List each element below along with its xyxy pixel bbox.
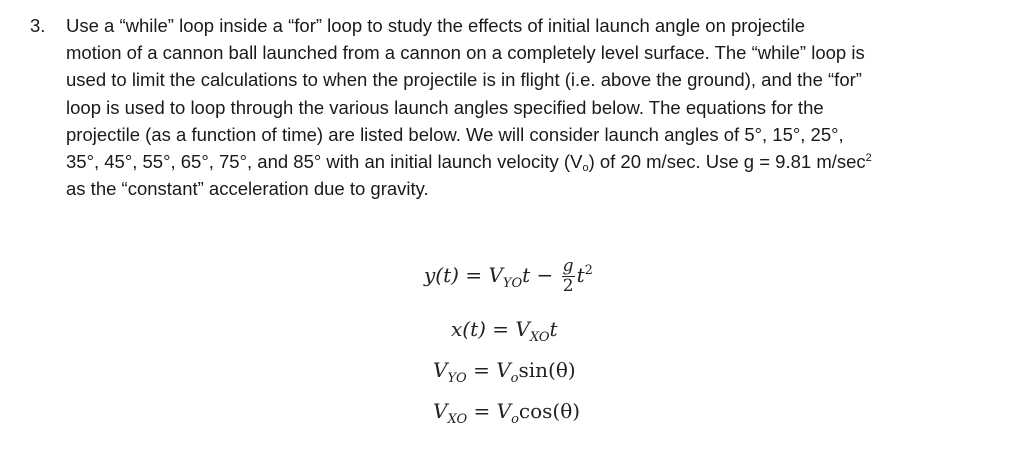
eq-velocity-subscript: XO bbox=[529, 330, 550, 345]
minus-sign: − bbox=[536, 263, 554, 287]
equals-sign: = bbox=[473, 399, 491, 423]
eq-velocity-subscript: YO bbox=[502, 276, 523, 291]
equals-sign: = bbox=[492, 317, 510, 341]
v0-subscript: o bbox=[582, 162, 589, 175]
eq-velocity-symbol: V bbox=[496, 358, 511, 382]
sec-squared-superscript: 2 bbox=[865, 152, 872, 165]
problem-number: 3. bbox=[30, 15, 46, 36]
fraction-numerator: g bbox=[562, 256, 574, 276]
equation-y-of-t bbox=[424, 258, 593, 295]
eq-lhs-subscript: YO bbox=[447, 371, 467, 386]
eq-lhs: x(t) bbox=[451, 317, 486, 341]
equation-x-of-t bbox=[451, 317, 558, 345]
eq-time: t bbox=[549, 317, 558, 341]
eq-lhs: V bbox=[433, 358, 448, 382]
eq-time-squared: t bbox=[576, 263, 585, 287]
eq-velocity-subscript: o bbox=[510, 371, 519, 386]
eq-lhs-subscript: XO bbox=[447, 412, 468, 427]
problem-body-end: as the “constant” acceleration due to gravity. bbox=[66, 178, 429, 200]
eq-lhs: V bbox=[433, 399, 448, 423]
eq-velocity-subscript: o bbox=[511, 412, 519, 427]
fraction-g-over-2 bbox=[562, 258, 575, 295]
equals-sign: = bbox=[473, 358, 490, 382]
eq-cosine: cos(θ) bbox=[518, 399, 581, 423]
eq-exponent: 2 bbox=[584, 263, 593, 278]
problem-body-continued: ) of 20 m/sec. Use g = 9.81 m/sec bbox=[588, 151, 866, 173]
eq-time: t bbox=[522, 263, 531, 287]
equals-sign: = bbox=[465, 263, 483, 287]
eq-velocity-symbol: V bbox=[488, 263, 503, 287]
fraction-denominator: 2 bbox=[562, 276, 574, 296]
eq-velocity-symbol: V bbox=[496, 399, 512, 423]
problem-body: Use a “while” loop inside a “for” loop to study the effects of initial launch angle on projectile motion of a cannon ball launched from a cannon on a completely level surface. The “while” loop is used to limit the calculations to when the projectile is in flight (i.e. above the ground), and the “for” loop is used to loop through the various launch angles specified below. The equations for the projectile (as a function of time) are listed below. We will consider launch angles of 5°, 15°, 25°, 35°, 45°, 55°, 65°, 75°, and 85° with an initial launch velocity (V bbox=[66, 15, 865, 173]
eq-sine: sin(θ) bbox=[518, 358, 576, 382]
eq-velocity-symbol: V bbox=[515, 317, 530, 341]
equation-vxo bbox=[433, 399, 580, 427]
eq-lhs: y(t) bbox=[424, 263, 459, 287]
equation-vyo bbox=[433, 358, 576, 386]
